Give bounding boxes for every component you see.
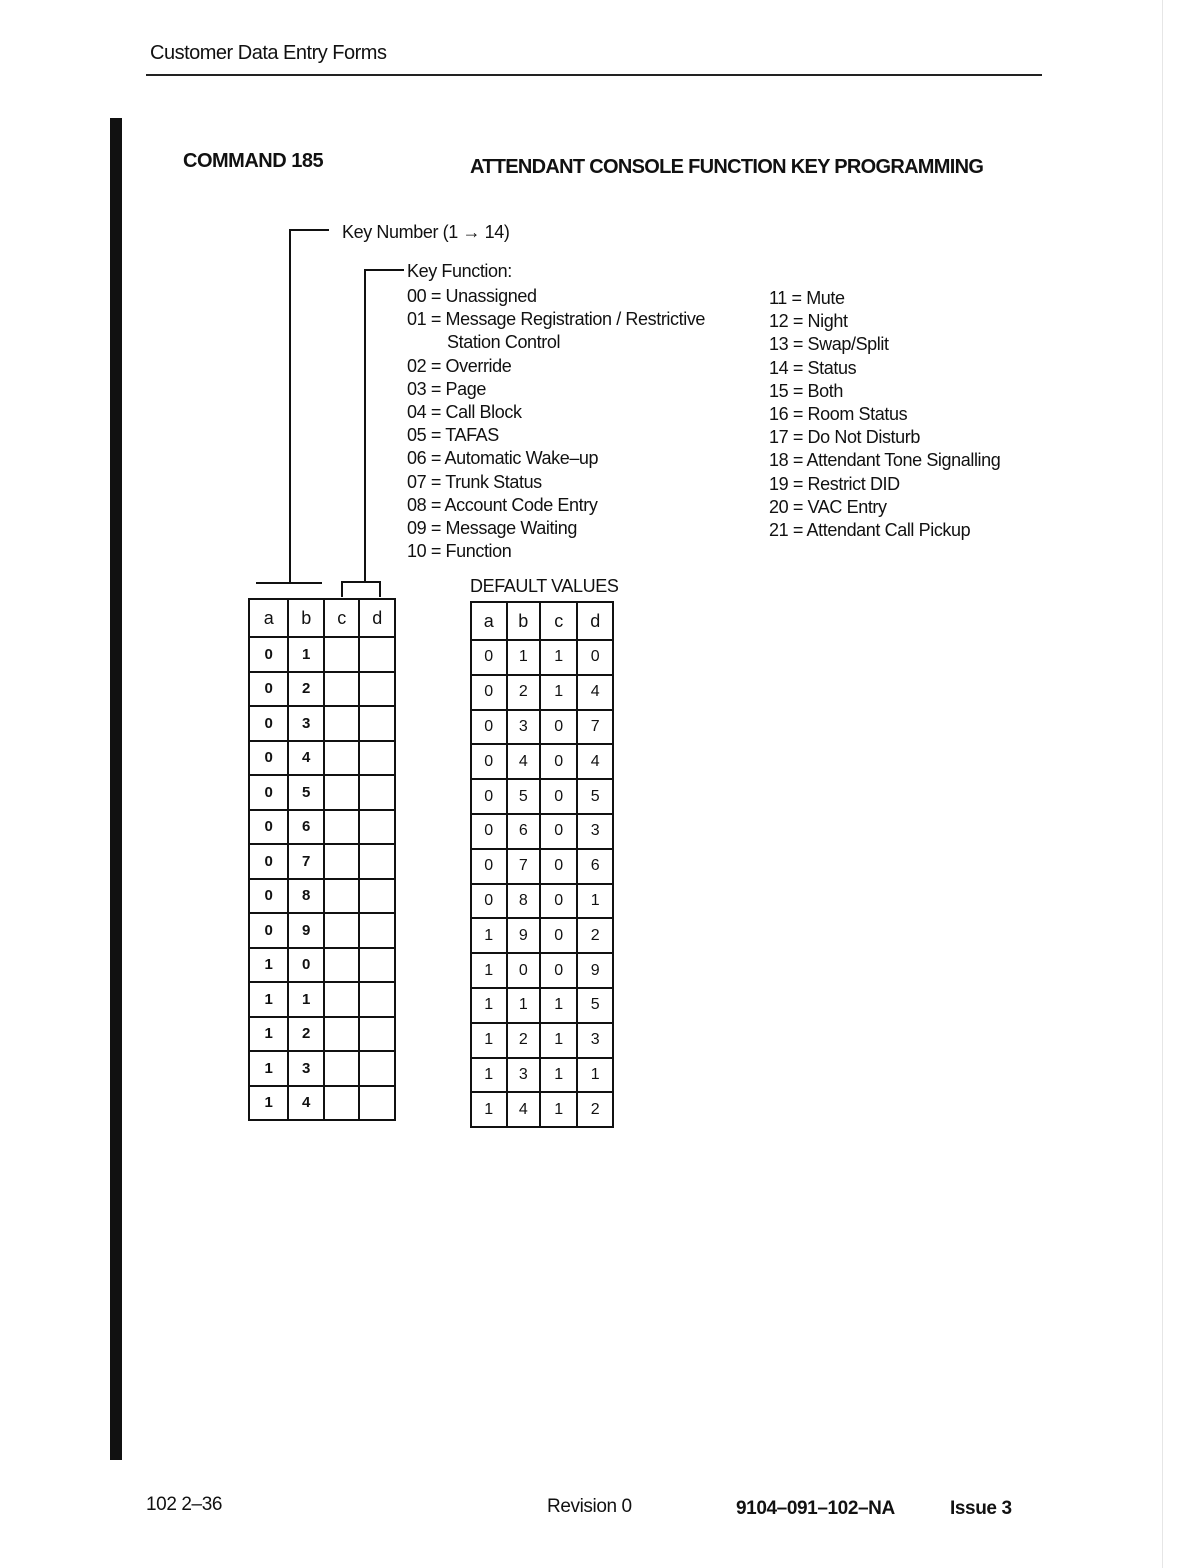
- table-header-row: [471, 602, 613, 640]
- table-row: [471, 884, 613, 919]
- table-row: [249, 879, 395, 914]
- entry-cell[interactable]: [359, 775, 395, 810]
- entry-cell[interactable]: [359, 982, 395, 1017]
- key-number-bracket-top: [289, 229, 329, 231]
- value-cell: 9: [577, 953, 613, 988]
- key-function-bracket-vertical: [364, 269, 366, 581]
- table-row: [249, 706, 395, 741]
- value-cell: 2: [577, 918, 613, 953]
- table-row: [471, 1058, 613, 1093]
- table-row: [471, 744, 613, 779]
- value-cell: 0: [249, 741, 288, 776]
- footer-page-number: 102 2–36: [146, 1494, 223, 1515]
- entry-cell[interactable]: [359, 741, 395, 776]
- value-cell: 9: [288, 913, 324, 948]
- key-function-bracket-box-left: [341, 581, 343, 597]
- value-cell: 1: [249, 1017, 288, 1052]
- entry-cell[interactable]: [359, 879, 395, 914]
- table-row: [249, 810, 395, 845]
- value-cell: 0: [249, 637, 288, 672]
- column-header: c: [540, 602, 577, 640]
- footer-revision: Revision 0: [547, 1496, 632, 1517]
- column-header: b: [288, 599, 324, 637]
- key-function-bracket-box-right: [379, 581, 381, 597]
- function-list-right: [769, 287, 1000, 542]
- table-row: [471, 1023, 613, 1058]
- column-header: b: [507, 602, 541, 640]
- key-function-bracket-box-top: [341, 581, 381, 583]
- value-cell: 2: [288, 1017, 324, 1052]
- value-cell: 5: [577, 779, 613, 814]
- value-cell: 3: [577, 814, 613, 849]
- column-header: a: [249, 599, 288, 637]
- table-row: [249, 982, 395, 1017]
- function-item: 06 = Automatic Wake–up: [407, 448, 599, 469]
- value-cell: 7: [507, 849, 541, 884]
- value-cell: 3: [288, 1051, 324, 1086]
- default-values-body: [471, 602, 613, 1127]
- table-row: [249, 948, 395, 983]
- value-cell: 0: [471, 675, 507, 710]
- value-cell: 1: [507, 640, 541, 675]
- value-cell: 2: [507, 1023, 541, 1058]
- entry-cell[interactable]: [324, 672, 360, 707]
- table-row: [471, 1092, 613, 1127]
- value-cell: 0: [249, 879, 288, 914]
- value-cell: 2: [577, 1092, 613, 1127]
- value-cell: 5: [288, 775, 324, 810]
- value-cell: 1: [288, 982, 324, 1017]
- value-cell: 6: [507, 814, 541, 849]
- entry-form-body: [249, 599, 395, 1120]
- function-item: 20 = VAC Entry: [769, 496, 887, 517]
- entry-cell[interactable]: [359, 706, 395, 741]
- table-row: [471, 814, 613, 849]
- footer-issue: Issue 3: [950, 1498, 1012, 1519]
- value-cell: 0: [540, 779, 577, 814]
- value-cell: 7: [288, 844, 324, 879]
- value-cell: 1: [540, 640, 577, 675]
- function-item: 04 = Call Block: [407, 401, 522, 422]
- function-item: 18 = Attendant Tone Signalling: [769, 450, 1001, 471]
- value-cell: 8: [288, 879, 324, 914]
- value-cell: 4: [577, 675, 613, 710]
- value-cell: 0: [577, 640, 613, 675]
- value-cell: 0: [249, 810, 288, 845]
- entry-cell[interactable]: [359, 637, 395, 672]
- entry-cell[interactable]: [324, 844, 360, 879]
- value-cell: 1: [471, 1023, 507, 1058]
- value-cell: 0: [471, 744, 507, 779]
- table-row: [249, 672, 395, 707]
- value-cell: 6: [577, 849, 613, 884]
- table-row: [471, 849, 613, 884]
- table-row: [471, 953, 613, 988]
- default-values-label: DEFAULT VALUES: [470, 576, 619, 596]
- header-rule: [146, 74, 1042, 76]
- entry-cell[interactable]: [359, 913, 395, 948]
- table-row: [249, 741, 395, 776]
- default-values-table: [470, 601, 614, 1128]
- value-cell: 0: [249, 844, 288, 879]
- value-cell: 1: [471, 988, 507, 1023]
- value-cell: 0: [540, 849, 577, 884]
- value-cell: 0: [540, 814, 577, 849]
- value-cell: 3: [507, 1058, 541, 1093]
- value-cell: 0: [471, 640, 507, 675]
- footer-doc-number: 9104–091–102–NA: [736, 1498, 895, 1519]
- entry-cell[interactable]: [324, 775, 360, 810]
- column-header: c: [324, 599, 360, 637]
- key-number-bracket-vertical: [289, 229, 291, 583]
- table-row: [471, 675, 613, 710]
- table-header-row: [249, 599, 395, 637]
- value-cell: 0: [540, 744, 577, 779]
- function-item: 09 = Message Waiting: [407, 517, 577, 538]
- table-row: [249, 637, 395, 672]
- column-header: d: [577, 602, 613, 640]
- value-cell: 0: [540, 953, 577, 988]
- function-item: 12 = Night: [769, 311, 848, 332]
- value-cell: 4: [288, 741, 324, 776]
- function-item: 05 = TAFAS: [407, 425, 499, 446]
- value-cell: 1: [540, 1092, 577, 1127]
- value-cell: 0: [249, 913, 288, 948]
- function-item: 02 = Override: [407, 355, 512, 376]
- entry-cell[interactable]: [324, 637, 360, 672]
- value-cell: 1: [507, 988, 541, 1023]
- value-cell: 3: [288, 706, 324, 741]
- function-item: 07 = Trunk Status: [407, 471, 542, 492]
- function-item: 17 = Do Not Disturb: [769, 427, 920, 448]
- value-cell: 3: [577, 1023, 613, 1058]
- function-list-left: [407, 285, 705, 563]
- page-header-title: Customer Data Entry Forms: [150, 42, 387, 64]
- table-row: [471, 988, 613, 1023]
- value-cell: 1: [471, 1058, 507, 1093]
- table-row: [471, 779, 613, 814]
- value-cell: 0: [471, 849, 507, 884]
- value-cell: 1: [540, 675, 577, 710]
- value-cell: 1: [249, 1086, 288, 1121]
- key-function-bracket-top: [364, 269, 404, 271]
- value-cell: 1: [288, 637, 324, 672]
- value-cell: 4: [507, 1092, 541, 1127]
- key-number-bracket-base: [256, 582, 322, 584]
- entry-cell[interactable]: [324, 1086, 360, 1121]
- function-item: 16 = Room Status: [769, 403, 908, 424]
- function-item: 21 = Attendant Call Pickup: [769, 519, 971, 540]
- entry-cell[interactable]: [324, 879, 360, 914]
- function-item: 01 = Message Registration / Restrictive: [407, 309, 706, 330]
- value-cell: 0: [249, 775, 288, 810]
- value-cell: 4: [507, 744, 541, 779]
- table-row: [249, 1017, 395, 1052]
- function-item: 14 = Status: [769, 357, 857, 378]
- function-item: 10 = Function: [407, 541, 512, 562]
- entry-cell[interactable]: [324, 706, 360, 741]
- value-cell: 6: [288, 810, 324, 845]
- value-cell: 0: [471, 710, 507, 745]
- value-cell: 4: [288, 1086, 324, 1121]
- entry-cell[interactable]: [359, 1086, 395, 1121]
- value-cell: 0: [249, 706, 288, 741]
- entry-cell[interactable]: [359, 672, 395, 707]
- function-item: 13 = Swap/Split: [769, 334, 889, 355]
- value-cell: 1: [249, 1051, 288, 1086]
- entry-form-table: [248, 598, 396, 1121]
- function-item-continued: Station Control: [447, 332, 561, 353]
- function-item: 08 = Account Code Entry: [407, 494, 598, 515]
- value-cell: 2: [288, 672, 324, 707]
- value-cell: 0: [471, 884, 507, 919]
- value-cell: 0: [471, 779, 507, 814]
- value-cell: 1: [540, 1023, 577, 1058]
- value-cell: 8: [507, 884, 541, 919]
- key-number-label: Key Number (1 → 14): [342, 222, 510, 242]
- function-item: 00 = Unassigned: [407, 286, 537, 306]
- table-row: [249, 844, 395, 879]
- entry-cell[interactable]: [324, 810, 360, 845]
- value-cell: 0: [507, 953, 541, 988]
- value-cell: 1: [471, 918, 507, 953]
- table-row: [249, 1086, 395, 1121]
- function-item: 03 = Page: [407, 378, 486, 399]
- page-edge: [1162, 0, 1163, 1568]
- entry-cell[interactable]: [324, 948, 360, 983]
- entry-cell[interactable]: [324, 913, 360, 948]
- value-cell: 7: [577, 710, 613, 745]
- function-item: 11 = Mute: [769, 288, 845, 308]
- value-cell: 1: [249, 982, 288, 1017]
- revision-side-bar: [110, 118, 122, 1460]
- value-cell: 2: [507, 675, 541, 710]
- value-cell: 3: [507, 710, 541, 745]
- function-item: 15 = Both: [769, 380, 843, 401]
- table-row: [249, 1051, 395, 1086]
- value-cell: 0: [540, 884, 577, 919]
- entry-cell[interactable]: [359, 810, 395, 845]
- table-row: [471, 918, 613, 953]
- value-cell: 9: [507, 918, 541, 953]
- entry-cell[interactable]: [359, 1051, 395, 1086]
- column-header: d: [359, 599, 395, 637]
- value-cell: 1: [577, 884, 613, 919]
- function-item: 19 = Restrict DID: [769, 473, 900, 494]
- value-cell: 1: [577, 1058, 613, 1093]
- value-cell: 5: [507, 779, 541, 814]
- value-cell: 0: [540, 710, 577, 745]
- entry-cell[interactable]: [324, 1017, 360, 1052]
- value-cell: 0: [288, 948, 324, 983]
- command-number: COMMAND 185: [183, 150, 324, 172]
- value-cell: 1: [249, 948, 288, 983]
- value-cell: 0: [249, 672, 288, 707]
- entry-cell[interactable]: [359, 1017, 395, 1052]
- value-cell: 4: [577, 744, 613, 779]
- value-cell: 0: [471, 814, 507, 849]
- value-cell: 1: [471, 953, 507, 988]
- column-header: a: [471, 602, 507, 640]
- table-row: [471, 640, 613, 675]
- entry-cell[interactable]: [359, 844, 395, 879]
- entry-cell[interactable]: [359, 948, 395, 983]
- value-cell: 0: [540, 918, 577, 953]
- key-function-label: Key Function:: [407, 261, 512, 281]
- entry-cell[interactable]: [324, 1051, 360, 1086]
- table-row: [471, 710, 613, 745]
- value-cell: 5: [577, 988, 613, 1023]
- entry-cell[interactable]: [324, 982, 360, 1017]
- table-row: [249, 775, 395, 810]
- entry-cell[interactable]: [324, 741, 360, 776]
- value-cell: 1: [540, 988, 577, 1023]
- value-cell: 1: [471, 1092, 507, 1127]
- command-title: ATTENDANT CONSOLE FUNCTION KEY PROGRAMMING: [470, 156, 984, 178]
- value-cell: 1: [540, 1058, 577, 1093]
- table-row: [249, 913, 395, 948]
